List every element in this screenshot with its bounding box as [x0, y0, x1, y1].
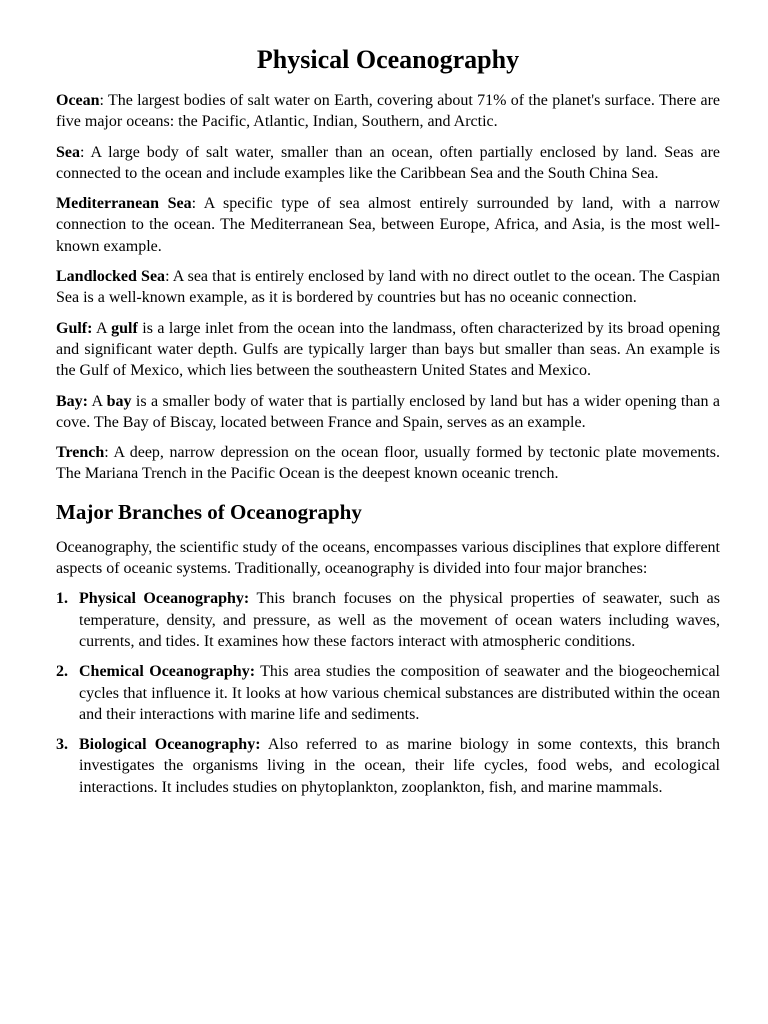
list-item: [56, 588, 720, 652]
branch-text: This branch focuses on the physical properties of seawater, such as temperature, density, and pressure, as well as the movement of ocean waters including waves, currents, and tides. It examines how these factors interact with atmospheric conditions.: [79, 590, 720, 650]
term-separator: :: [104, 444, 109, 462]
term-label: Ocean: [56, 92, 100, 109]
definition-bay: [56, 391, 720, 434]
definition-text: is a smaller body of water that is partially enclosed by land but has a wider opening than a cove. The Bay of Biscay, located between France and Spain, serves as an example.: [56, 392, 720, 431]
branch-text: Also referred to as marine biology in some contexts, this branch investigates the organisms living in the ocean, their life cycles, food webs, and ecological interactions. It includes studies on phytoplankton, zooplankton, fish, and marine mammals.: [79, 736, 720, 796]
definition-text: is a large inlet from the ocean into the landmass, often characterized by its broad opening and significant water depth. Gulfs are typically larger than bays but smaller than seas. An example is the Gulf of Mexico, which lies between the southeastern United States and Mexico.: [56, 319, 720, 380]
emphasized-term: bay: [106, 392, 132, 410]
term-label: Landlocked Sea: [56, 268, 166, 286]
term-label: Mediterranean Sea: [56, 195, 192, 213]
term-separator: :: [80, 143, 85, 161]
definition-gulf: [56, 318, 720, 382]
definition-text: A sea that is entirely enclosed by land with no direct outlet to the ocean. The Caspian Sea is a well-known example, as it is bordered by countries but has no oceanic connection.: [56, 268, 720, 307]
definition-text: A specific type of sea almost entirely surrounded by land, with a narrow connection to the ocean. The Mediterranean Sea, between Europe, Africa, and Asia, is the most well-known example.: [56, 195, 721, 255]
definition-sea: [56, 142, 720, 185]
emphasized-term: gulf: [111, 319, 138, 337]
term-label: Bay:: [56, 392, 88, 410]
list-number: 1.: [56, 590, 68, 608]
definition-trench: [56, 442, 720, 485]
definition-text-pre: A: [92, 319, 112, 337]
branch-name: Biological Oceanography:: [79, 736, 261, 754]
list-number: 3.: [56, 736, 68, 754]
definition-mediterranean-sea: [56, 193, 720, 257]
term-label: Sea: [56, 143, 80, 161]
definition-text: A deep, narrow depression on the ocean floor, usually formed by tectonic plate movements. The Mariana Trench in the Pacific Ocean is the deepest known oceanic trench.: [56, 444, 720, 483]
branches-list: [56, 588, 720, 798]
term-label: Gulf:: [56, 319, 93, 337]
definition-text: The largest bodies of salt water on Earth, covering about 71% of the planet's surface. There are five major oceans: the Pacific, Atlantic, Indian, Southern, and Arctic.: [56, 92, 720, 131]
term-label: Trench: [56, 444, 105, 462]
term-separator: :: [99, 92, 104, 109]
list-item: [56, 734, 720, 798]
branch-name: Chemical Oceanography:: [79, 663, 256, 681]
branch-text: This area studies the composition of seawater and the biogeochemical cycles that influence it. It looks at how various chemical substances are distributed within the ocean and their interactions with marine life and sediments.: [79, 663, 720, 723]
page-title: Physical Oceanography: [256, 45, 520, 74]
list-number: 2.: [56, 663, 68, 681]
definition-text-pre: A: [88, 392, 107, 410]
definition-ocean: [56, 90, 720, 133]
term-separator: :: [165, 268, 170, 286]
term-separator: :: [191, 195, 197, 213]
branch-name: Physical Oceanography:: [79, 590, 250, 608]
definition-text: A large body of salt water, smaller than an ocean, often partially enclosed by land. Seas are connected to the ocean and include examples like the Caribbean Sea and the South China Sea.: [56, 143, 720, 182]
section-intro: Oceanography, the scientific study of the oceans, encompasses various disciplines that explore different aspects of oceanic systems. Traditionally, oceanography is divided into four major branches:: [56, 538, 720, 578]
list-item: [56, 661, 720, 725]
section-heading: Major Branches of Oceanography: [56, 499, 362, 524]
definition-landlocked-sea: [56, 266, 720, 309]
